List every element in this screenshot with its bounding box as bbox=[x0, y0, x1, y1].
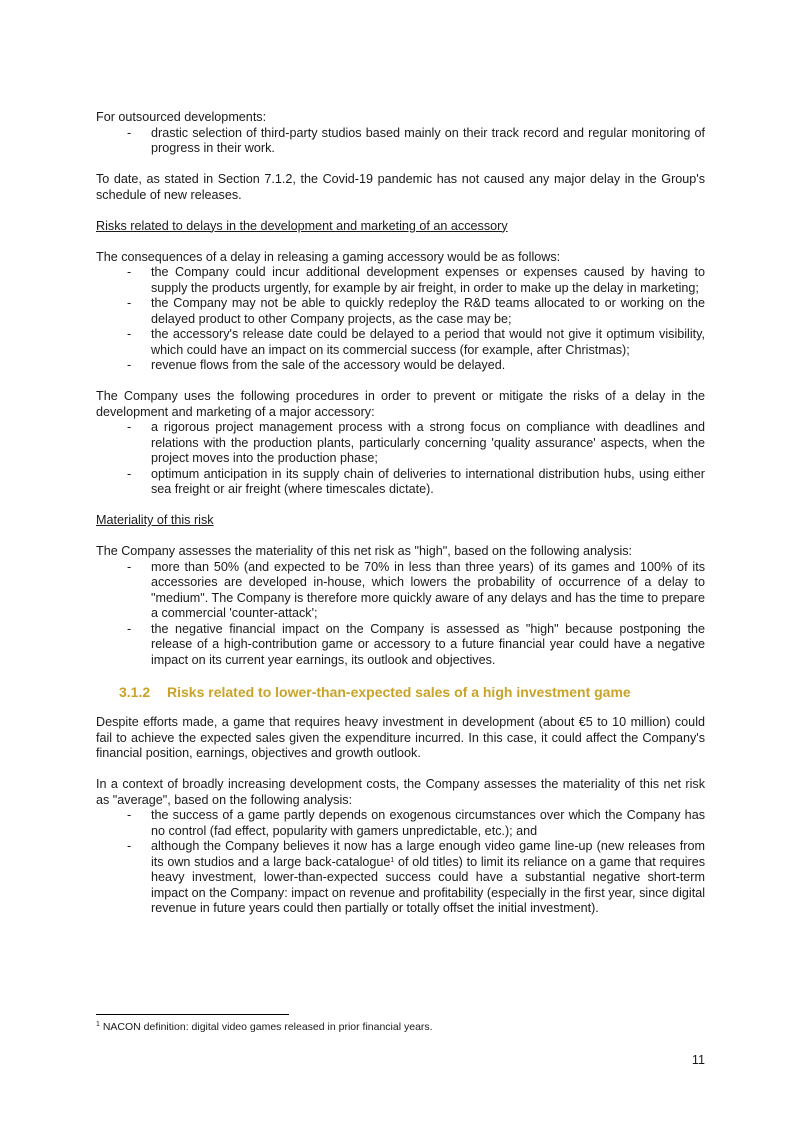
footnote-separator bbox=[96, 1014, 289, 1015]
subheading-materiality: Materiality of this risk bbox=[96, 513, 214, 527]
footnote-mark: 1 bbox=[96, 1021, 100, 1028]
list-item: - the success of a game partly depends on exogenous circumstances over which the Company has no control (fad effect, popularity with gamers unpredictable, etc.); and bbox=[151, 808, 705, 839]
paragraph-covid: To date, as stated in Section 7.1.2, the Covid-19 pandemic has not caused any major delay in the Group's schedule of new releases. bbox=[96, 172, 705, 202]
list-procedures bbox=[96, 420, 705, 498]
list-item: - a rigorous project management process with a strong focus on compliance with deadlines and relations with the production plants, particularly concerning 'quality assurance' aspects, when the project moves into the production phase; bbox=[151, 420, 705, 467]
paragraph-outsourced: For outsourced developments: bbox=[96, 110, 267, 124]
section-number: 3.1.2 bbox=[119, 684, 151, 700]
footnote-text: NACON definition: digital video games released in prior financial years. bbox=[99, 1021, 433, 1033]
list-item: - although the Company believes it now has a large enough video game line-up (new releases from its own studios and a large back-catalogue$^1$ of old titles) to limit its reliance on a game that requires heavy investment, lower-than-expected success could have a substantial negative short-term impact on the Company: impact on revenue and profitability (especially in the first year, since digital revenue in future years could then partially or totally offset the initial investment). bbox=[151, 839, 705, 917]
list-item: - drastic selection of third-party studios based mainly on their track record and regular monitoring of progress in their work. bbox=[151, 126, 705, 157]
section-title: Risks related to lower-than-expected sales of a high investment game bbox=[167, 684, 631, 700]
list-item: - optimum anticipation in its supply chain of deliveries to international distribution hubs, using either sea freight or air freight (where timescales dictate). bbox=[151, 467, 705, 498]
list-item: - the accessory's release date could be delayed to a period that would not give it optimum visibility, which could have an impact on its commercial success (for example, after Christmas); bbox=[151, 327, 705, 358]
list-materiality bbox=[96, 560, 705, 669]
list-outsourced bbox=[96, 126, 705, 157]
subheading-accessory-delays: Risks related to delays in the development and marketing of an accessory bbox=[96, 218, 508, 233]
page-body bbox=[96, 110, 705, 917]
list-item: - the Company may not be able to quickly redeploy the R&D teams allocated to or working on the delayed product to other Company projects, as the case may be; bbox=[151, 296, 705, 327]
footnote-reference: 1 bbox=[390, 856, 395, 864]
page-number: 11 bbox=[691, 1053, 705, 1067]
paragraph-investment: Despite efforts made, a game that requires heavy investment in development (about €5 to 10 million) could fail to achieve the expected sales given the expenditure incurred. In this case, it could affect the Company's financial position, earnings, objectives and growth outlook. bbox=[96, 715, 705, 760]
paragraph-consequences: The consequences of a delay in releasing a gaming accessory would be as follows: bbox=[96, 249, 561, 264]
paragraph-context: In a context of broadly increasing development costs, the Company assesses the materiality of this net risk as "average", based on the following analysis: bbox=[96, 777, 705, 807]
section-heading bbox=[96, 682, 705, 702]
list-analysis bbox=[96, 808, 705, 917]
list-item: - revenue flows from the sale of the accessory would be delayed. bbox=[151, 358, 705, 374]
list-item: - the negative financial impact on the Company is assessed as "high" because postponing the release of a high-contribution game or accessory to a future financial year could have a negative impact on its current year earnings, its outlook and objectives. bbox=[151, 622, 705, 669]
list-consequences bbox=[96, 265, 705, 374]
paragraph-procedures: The Company uses the following procedures in order to prevent or mitigate the risks of a delay in the development and marketing of a major accessory: bbox=[96, 389, 705, 419]
footnote bbox=[96, 1021, 433, 1033]
list-item: - more than 50% (and expected to be 70% in less than three years) of its games and 100% of its accessories are developed in-house, which lowers the probability of occurrence of a delay to "medium". The Company is therefore more quickly aware of any delays and has the time to prepare a commercial 'counter-attack'; bbox=[151, 560, 705, 622]
paragraph-materiality: The Company assesses the materiality of this net risk as "high", based on the following analysis: bbox=[96, 544, 633, 558]
list-item: - the Company could incur additional development expenses or expenses caused by having to supply the products urgently, for example by air freight, in order to make up the delay in marketing; bbox=[151, 265, 705, 296]
